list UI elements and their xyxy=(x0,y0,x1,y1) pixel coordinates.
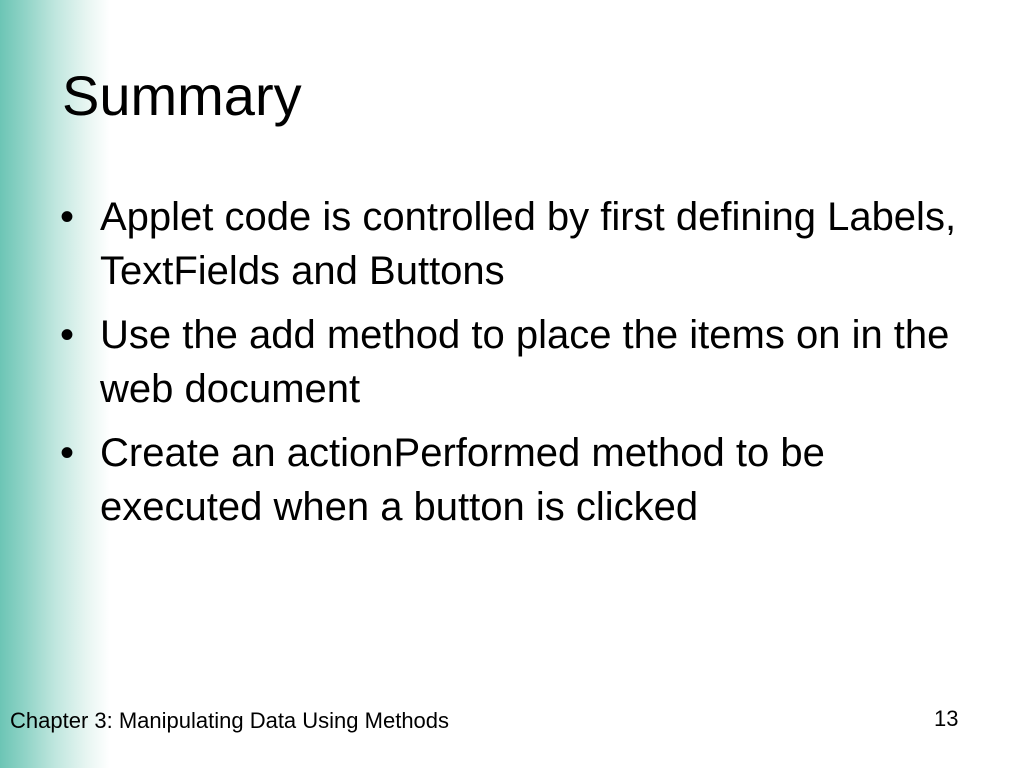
bullet-text: Create an actionPerformed method to be executed when a button is clicked xyxy=(100,431,825,529)
bullet-item xyxy=(58,308,958,416)
slide-number: 13 xyxy=(934,706,959,731)
bullet-icon: • xyxy=(60,431,75,475)
bullet-text: Use the add method to place the items on in the web document xyxy=(100,313,950,411)
footer-chapter-title: Chapter 3: Manipulating Data Using Methods xyxy=(10,708,450,733)
slide-title: Summary xyxy=(62,64,302,127)
bullet-text: Applet code is controlled by first defining Labels, TextFields and Buttons xyxy=(100,195,957,293)
bullet-list xyxy=(58,190,958,544)
bullet-item xyxy=(58,190,958,298)
bullet-item xyxy=(58,426,958,534)
bullet-icon: • xyxy=(60,313,75,357)
bullet-icon: • xyxy=(60,195,75,239)
